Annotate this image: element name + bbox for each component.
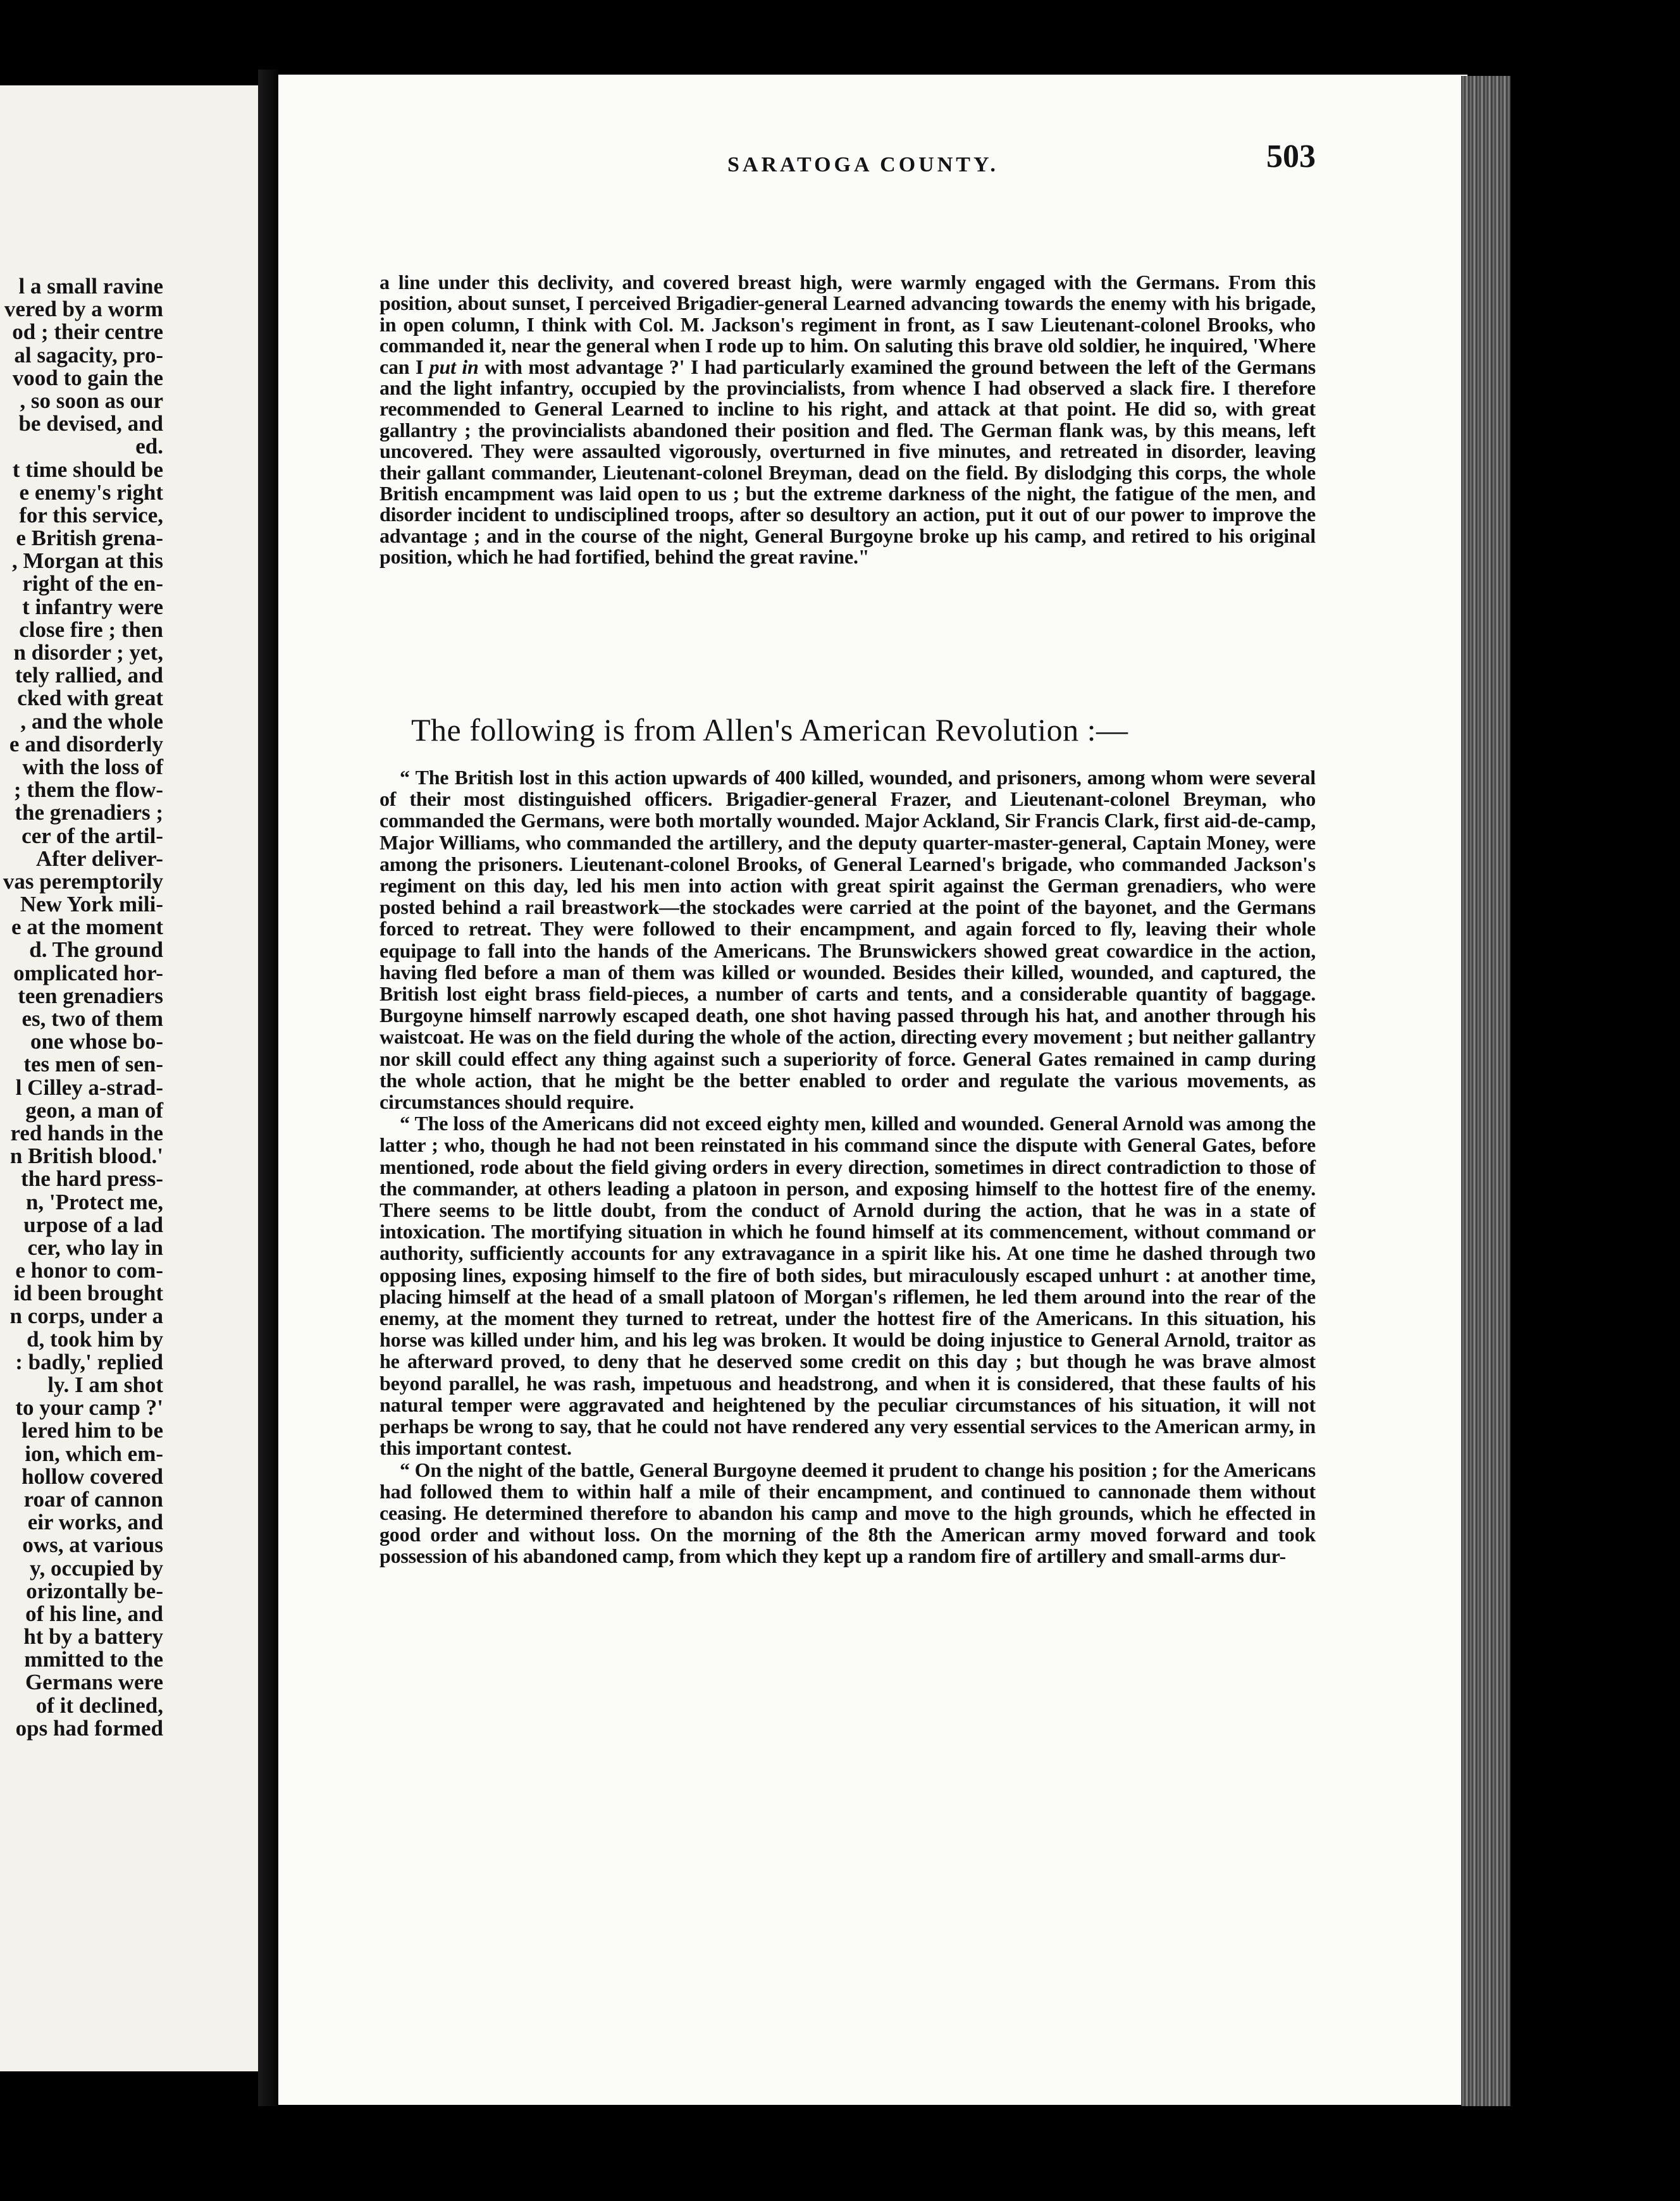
book-gutter	[258, 70, 278, 2106]
allen-excerpt	[380, 767, 1316, 1567]
left-page-line: y, occupied by	[29, 1555, 163, 1581]
quote-paragraph	[380, 272, 1316, 568]
left-page-line: e enemy's right	[19, 479, 163, 505]
left-page-line: id been brought	[13, 1281, 163, 1306]
left-page-line: t time should be	[12, 457, 163, 482]
left-page-line: t infantry were	[22, 594, 163, 619]
quote-italic-text: put in	[429, 355, 479, 378]
left-page-line: : badly,' replied	[15, 1349, 163, 1374]
left-page-line: l Cilley a-strad-	[15, 1075, 163, 1100]
left-page-line: vood to gain the	[12, 365, 163, 390]
left-page-line: d. The ground	[29, 937, 163, 963]
left-page-line: tes men of sen-	[23, 1052, 163, 1077]
left-page-line: e British grena-	[16, 526, 163, 551]
left-page-line: the hard press-	[21, 1166, 163, 1192]
left-page-line: al sagacity, pro-	[14, 342, 163, 367]
left-page-line: the grenadiers ;	[15, 800, 163, 825]
left-page-line: hollow covered	[22, 1464, 163, 1489]
left-page-line: to your camp ?'	[15, 1395, 163, 1421]
left-page-line: ly. I am shot	[47, 1372, 163, 1397]
left-page-line: ows, at various	[22, 1532, 163, 1558]
left-page-line: eir works, and	[27, 1510, 163, 1535]
left-page-line: red hands in the	[10, 1120, 163, 1145]
left-page-line: , so soon as our	[20, 388, 163, 413]
left-page-line: New York mili-	[20, 892, 163, 917]
left-page-line: urpose of a lad	[23, 1212, 163, 1237]
left-page-line: ed.	[135, 434, 163, 459]
left-page-line: with the loss of	[22, 754, 163, 779]
left-page-line: mmitted to the	[24, 1647, 163, 1672]
left-page-line: e at the moment	[11, 915, 163, 940]
page-header	[727, 138, 1316, 188]
left-page-line: n disorder ; yet,	[13, 640, 163, 665]
paragraph: “ On the night of the battle, General Burgoyne deemed it prudent to change his position ; for the Americans had followed them to within half a mile of their encampment, and continued to cannonade them without ceasing. He determined therefore to abandon his camp and move to the high grounds, which he effected in good order and without loss. On the morning of the 8th the American army moved forward and took possession of his abandoned camp, from which they kept up a random fire of artillery and small-arms dur-	[380, 1458, 1316, 1568]
left-page-line: , Morgan at this	[11, 548, 163, 574]
left-page-fragment	[0, 85, 258, 2071]
left-page-line: of it declined,	[35, 1692, 163, 1718]
left-page-line: geon, a man of	[25, 1097, 163, 1123]
quote-text: with most advantage ?' I had particularly examined the ground between the left of the Germans and the light infantry, occupied by the provincialists, from whence I had observed a slack fire. I therefore recommended to General Learned to incline to his right, and attack at that point. He did so, with great gallantry ; the provincialists abandoned their position and fled. The German flank was, by this means, left uncovered. They were assaulted vigorously, overturned in five minutes, and retreated in disorder, leaving their gallant commander, Lieutenant-colonel Breyman, dead on the field. By dislodging this corps, the whole British encampment was laid open to us ; but the extreme darkness of the night, the fatigue of the men, and disorder incident to undisciplined troops, after so desultory an action, put it out of our power to improve the advantage ; and in the course of the night, General Burgoyne broke up his camp, and retired to his original position, which he had fortified, behind the great ravine."	[380, 355, 1316, 569]
quote-text: a line under this declivity, and covered breast high, were warmly engaged with the Germans. From this position, about sunset, I perceived Brigadier-general Learned advancing towards the enemy with his brigade, in open column, I think with Col. M. Jackson's regiment in front, as I saw Lieutenant-colonel Brooks, who commanded it, near the general when I rode up to him. On saluting this brave old soldier, he inquired, 'Where can I	[380, 271, 1316, 378]
left-page-line: one whose bo-	[30, 1029, 163, 1054]
left-page-line: omplicated hor-	[13, 960, 163, 985]
left-page-line: ops had formed	[15, 1715, 163, 1741]
left-page-line: n corps, under a	[9, 1304, 163, 1329]
left-page-line: for this service,	[19, 502, 163, 527]
left-page-line: close fire ; then	[19, 617, 163, 642]
left-page-line: od ; their centre	[12, 319, 163, 345]
left-page-text	[0, 275, 163, 1740]
left-page-line: e honor to com-	[15, 1258, 163, 1283]
left-page-line: , and the whole	[20, 708, 163, 734]
paragraph: “ The British lost in this action upwards of 400 killed, wounded, and prisoners, among whom were several of their most distinguished officers. Brigadier-general Frazer, and Lieutenant-colonel Breyman, who commanded the Germans, were both mortally wounded. Major Ackland, Sir Francis Clark, first aid-de-camp, Major Williams, who commanded the artillery, and the deputy quarter-master-general, Captain Money, were among the prisoners. Lieutenant-colonel Brooks, of General Learned's brigade, who commanded Jackson's regiment on this day, led his men into action with great spirit against the German grenadiers, who were posted behind a rail breastwork—the stockades were carried at the point of the bayonet, and the Germans forced to retreat. They were followed to their encampment, and again forced to fly, leaving their whole equipage to fall into the hands of the Americans. The Brunswickers showed great cowardice in the action, having fled before a man of them was killed or wounded. Besides their killed, wounded, and captured, the British lost eight brass field-pieces, a number of carts and tents, and a considerable quantity of baggage. Burgoyne himself narrowly escaped death, one shot having passed through his hat, and another through his waistcoat. He was on the field during the whole of the action, directing every movement ; but neither gallantry nor skill could effect any thing against such a superiority of force. General Gates remained in camp during the whole action, that he might be the better enabled to order and regulate the various movements, as circumstances should require.	[380, 766, 1316, 1114]
left-page-line: roar of cannon	[23, 1486, 163, 1512]
left-page-line: of his line, and	[25, 1601, 163, 1626]
left-page-line: e and disorderly	[9, 731, 163, 756]
left-page-line: orizontally be-	[26, 1578, 163, 1603]
left-page-line: l a small ravine	[18, 274, 163, 299]
left-page-line: vered by a worm	[4, 297, 163, 322]
running-head: SARATOGA COUNTY.	[727, 153, 999, 176]
left-page-line: cked with great	[17, 686, 163, 711]
left-page-line: Germans were	[25, 1670, 163, 1695]
left-page-line: right of the en-	[22, 571, 163, 596]
left-page-line: be devised, and	[18, 411, 163, 436]
left-page-line: ion, which em-	[25, 1441, 163, 1466]
left-page-line: lered him to be	[22, 1418, 163, 1443]
left-page-line: teen grenadiers	[18, 983, 163, 1008]
left-page-line: ht by a battery	[23, 1624, 163, 1649]
left-page-line: ; them the flow-	[13, 777, 163, 803]
left-page-line: cer of the artil-	[22, 823, 163, 848]
section-heading: The following is from Allen's American Revolution :—	[411, 712, 1128, 748]
left-page-line: es, two of them	[22, 1006, 163, 1031]
left-page-line: n British blood.'	[9, 1144, 163, 1169]
left-page-line: After deliver-	[35, 846, 163, 871]
left-page-line: tely rallied, and	[15, 663, 163, 688]
page-edge	[1461, 76, 1510, 2106]
left-page-line: d, took him by	[27, 1326, 163, 1352]
paragraph: “ The loss of the Americans did not exceed eighty men, killed and wounded. General Arnold was among the latter ; who, though he had not been reinstated in his command since the dispute with General Gates, before mentioned, rode about the field giving orders in every direction, sometimes in direct contradiction to those of the commander, at others leading a platoon in person, and exposing himself to the hottest fire of the enemy. There seems to be little doubt, from the conduct of Arnold during the action, that he was in a state of intoxication. The mortifying situation in which he found himself at its commencement, without command or authority, sufficiently accounts for any extravagance in a spirit like his. At one time he dashed through two opposing lines, exposing himself to the fire of both sides, but miraculously escaped unhurt : at another time, placing himself at the head of a small platoon of Morgan's riflemen, he led them around into the rear of the enemy, at the moment they turned to retreat, under the hottest fire of the Americans. In this situation, his horse was killed under him, and his leg was broken. It would be doing injustice to General Arnold, traitor as he afterward proved, to deny that he deserved some credit on this day ; but though he was brave almost beyond parallel, he was rash, impetuous and headstrong, and when it is considered, that these faults of his natural temper were aggravated and heightened by the peculiar circumstances of his situation, it will not perhaps be wrong to say, that he could not have rendered any very essential services to the American army, in this important contest.	[380, 1112, 1316, 1460]
page-number: 503	[1266, 139, 1316, 175]
left-page-line: cer, who lay in	[27, 1235, 163, 1260]
left-page-line: vas peremptorily	[3, 868, 163, 894]
left-page-line: n, 'Protect me,	[25, 1189, 163, 1214]
